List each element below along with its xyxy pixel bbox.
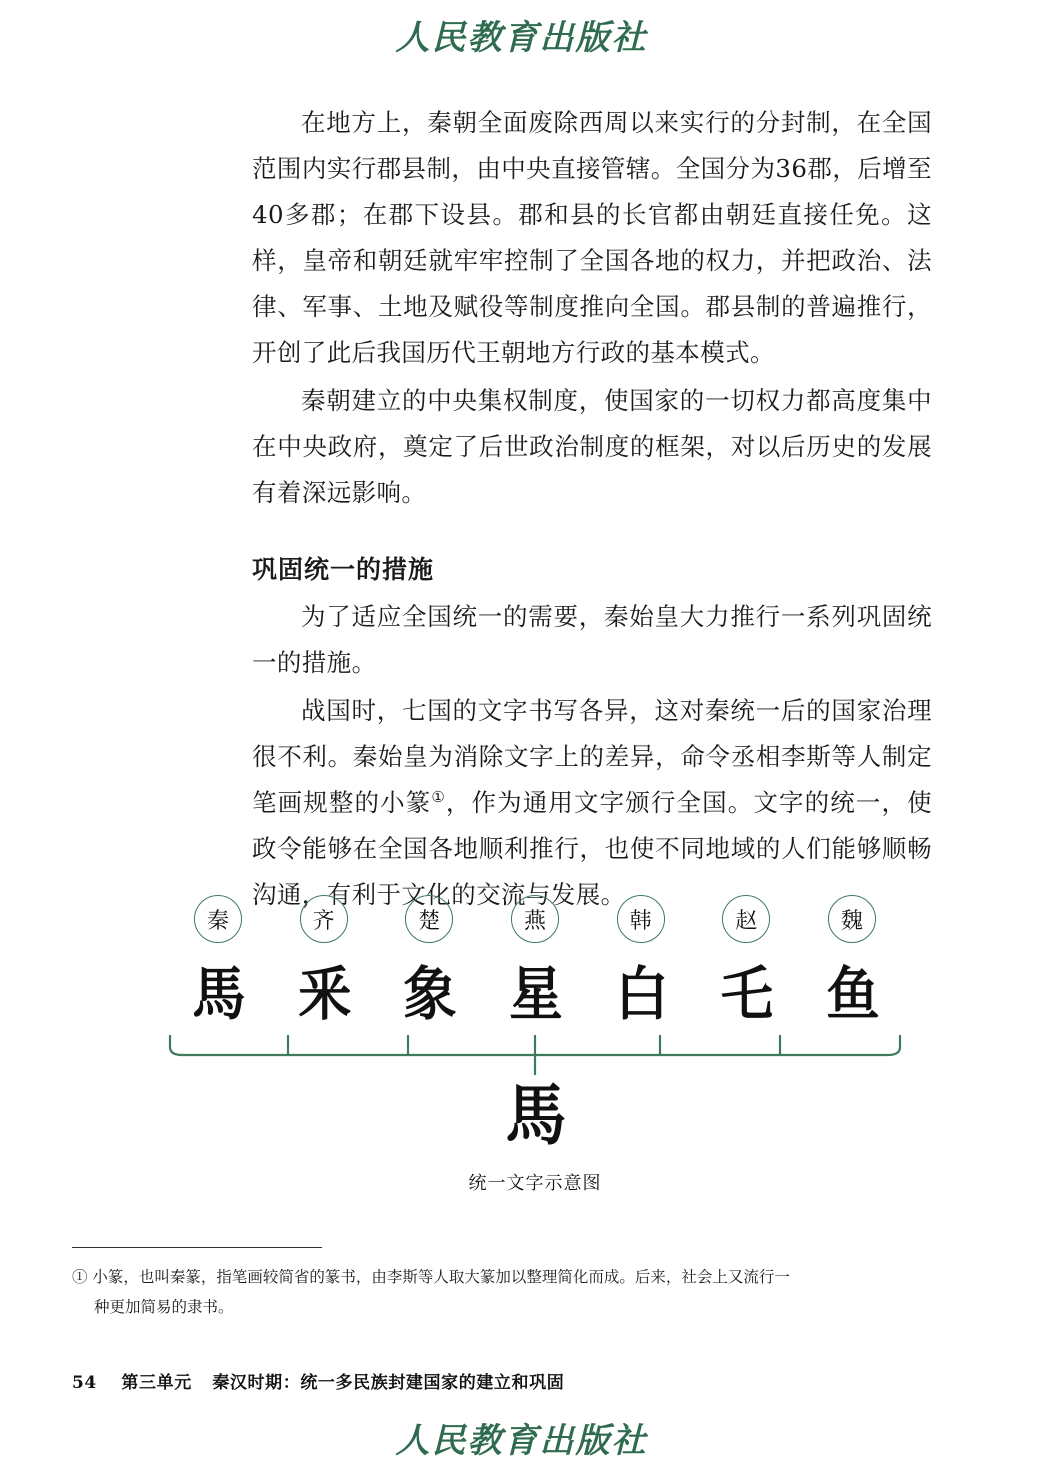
seal-glyph-qin: 馬 [192, 960, 244, 1028]
seal-glyph-han: 白 [614, 960, 667, 1028]
footnote-divider [72, 1247, 322, 1248]
page-content [252, 100, 932, 920]
paragraph-unification-measures: 为了适应全国统一的需要，秦始皇大力推行一系列巩固统一的措施。 [252, 602, 932, 677]
figure-script-unification [140, 895, 930, 1195]
paragraph-script-unification [252, 688, 932, 918]
page-footer [72, 1368, 564, 1393]
state-label-qin: 秦 [194, 895, 242, 943]
state-label-yan: 燕 [511, 895, 559, 943]
seal-glyph-qi: 釆 [297, 960, 350, 1028]
state-label-zhao: 赵 [722, 895, 770, 943]
state-column-zhao [700, 895, 792, 1027]
footnote-line-1: ① 小篆，也叫秦篆，指笔画较简省的篆书，由李斯等人取大篆加以整理简化而成。后来，社会上又流行一 [72, 1268, 790, 1286]
seal-glyph-chu: 象 [403, 960, 456, 1028]
page-number: 54 [72, 1373, 97, 1393]
state-glyph-row [140, 895, 930, 1027]
state-column-wei [806, 895, 898, 1027]
paragraph-script-unification-part2: ，作为通用文字颁行全国。文字的统一，使政令能够在全国各地顺利推行，也使不同地域的人们能够顺畅沟通，有利于文化的交流与发展。 [252, 788, 932, 909]
state-label-han: 韩 [617, 895, 665, 943]
state-column-qin [172, 895, 264, 1027]
seal-glyph-zhao: 乇 [720, 960, 773, 1028]
state-column-qi [278, 895, 370, 1027]
state-column-han [595, 895, 687, 1027]
figure-caption: 统一文字示意图 [468, 1173, 602, 1194]
state-label-wei: 魏 [828, 895, 876, 943]
state-column-chu [383, 895, 475, 1027]
publisher-logo-bottom: 人民教育出版社 [395, 1421, 648, 1461]
seal-glyph-wei: 鱼 [826, 960, 878, 1028]
paragraph-local-administration: 在地方上，秦朝全面废除西周以来实行的分封制，在全国范围内实行郡县制，由中央直接管辖。全国分为36郡，后增至40多郡；在郡下设县。郡和县的长官都由朝廷直接任免。这样，皇帝和朝廷就牢牢控制了全国各地的权力，并把政治、法律、军事、土地及赋役等制度推向全国。郡县制的普遍推行，开创了此后我国历代王朝地方行政的基本模式。 [252, 108, 932, 367]
seal-glyph-yan: 星 [509, 960, 561, 1028]
state-column-yan [489, 895, 581, 1027]
paragraph-script-unification-part1: 战国时，七国的文字书写各异，这对秦统一后的国家治理很不利。秦始皇为消除文字上的差异，命令丞相李斯等人制定笔画规整的小篆 [252, 696, 932, 817]
unified-script-result [140, 1079, 930, 1153]
footnote-line-2: 种更加简易的隶书。 [94, 1298, 234, 1316]
unit-label: 第三单元 [121, 1373, 192, 1393]
unit-title: 秦汉时期：统一多民族封建国家的建立和巩固 [212, 1373, 565, 1393]
page-section-heading: 巩固统一的措施 [252, 555, 435, 584]
seal-glyph-unified: 馬 [505, 1077, 565, 1154]
footnote-block [72, 1262, 952, 1322]
converging-brace-icon [160, 1033, 910, 1077]
state-label-qi: 齐 [300, 895, 348, 943]
publisher-logo-top: 人民教育出版社 [395, 18, 648, 58]
state-label-chu: 楚 [405, 895, 453, 943]
paragraph-centralized-power: 秦朝建立的中央集权制度，使国家的一切权力都高度集中在中央政府，奠定了后世政治制度的框架，对以后历史的发展有着深远影响。 [252, 386, 932, 507]
footnote-marker-icon: ① [431, 787, 446, 806]
